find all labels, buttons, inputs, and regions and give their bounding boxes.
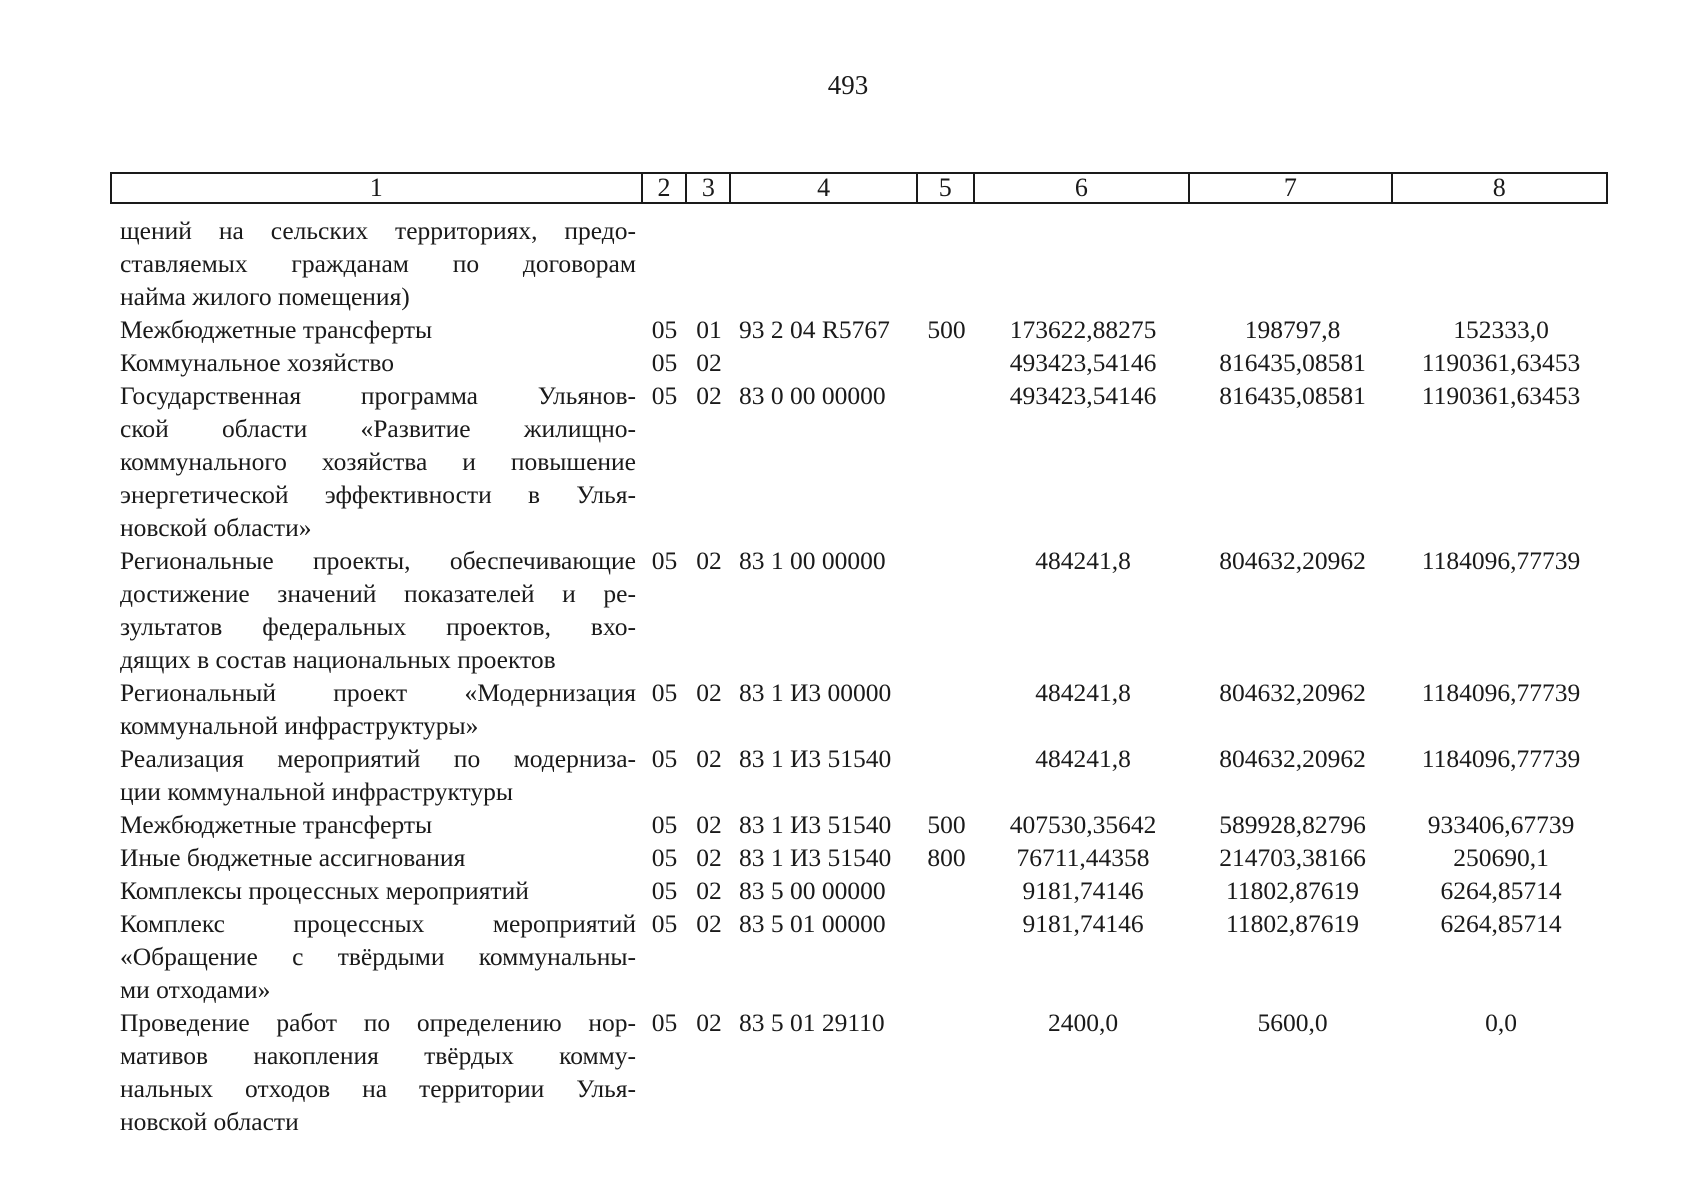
description-line: ции коммунальной инфраструктуры [120, 777, 513, 806]
amount-col-8: 1190361,63453 [1421, 381, 1581, 410]
subsection-code: 02 [696, 876, 722, 905]
table-row [110, 907, 1608, 1006]
budget-table-body [110, 214, 1608, 1138]
description-line: новской области» [120, 513, 312, 542]
subsection-code [687, 214, 731, 313]
amount-col-8: 6264,85714 [1440, 876, 1562, 905]
expense-type-code: 500 [927, 315, 966, 344]
amount-col-7: 11802,87619 [1226, 909, 1359, 938]
amount-col-7: 816435,08581 [1219, 381, 1366, 410]
amount-col-8 [1394, 214, 1608, 313]
table-row [110, 841, 1608, 874]
amount-col-6: 76711,44358 [1016, 843, 1150, 872]
amount-col-7: 198797,8 [1244, 315, 1341, 344]
row-description [110, 907, 642, 1006]
description-line: Коммунальное хозяйство [120, 348, 395, 377]
subsection-code: 02 [696, 546, 722, 575]
subsection-code: 02 [696, 678, 722, 707]
description-line: коммунального хозяйства и повышение [120, 447, 636, 476]
description-line: новской области [120, 1107, 299, 1136]
expense-type-code [918, 676, 975, 742]
expense-type-code [918, 742, 975, 808]
description-line: ской области «Развитие жилищно- [120, 414, 636, 443]
amount-col-6: 484241,8 [1035, 744, 1131, 773]
target-article-code [731, 214, 918, 313]
amount-col-8: 1184096,77739 [1421, 744, 1581, 773]
description-line: найма жилого помещения) [120, 282, 410, 311]
amount-col-8: 1184096,77739 [1421, 546, 1581, 575]
description-line: нальных отходов на территории Улья- [120, 1074, 636, 1103]
header-col-4: 4 [731, 174, 918, 202]
description-line: Межбюджетные трансферты [120, 810, 433, 839]
section-code: 05 [651, 843, 678, 872]
row-description [110, 676, 642, 742]
row-description [110, 742, 642, 808]
section-code: 05 [651, 810, 678, 839]
description-line: коммунальной инфраструктуры» [120, 711, 479, 740]
subsection-code: 02 [696, 348, 722, 377]
section-code: 05 [651, 678, 678, 707]
target-article-code: 83 5 00 00000 [739, 876, 886, 905]
subsection-code: 02 [696, 810, 722, 839]
row-description [110, 313, 642, 346]
header-col-2: 2 [643, 174, 688, 202]
table-row [110, 313, 1608, 346]
subsection-code: 01 [696, 315, 722, 344]
row-description [110, 379, 642, 544]
amount-col-8: 6264,85714 [1440, 909, 1562, 938]
section-code: 05 [651, 546, 678, 575]
description-line: энергетической эффективности в Улья- [120, 480, 636, 509]
amount-col-8: 1184096,77739 [1421, 678, 1581, 707]
table-row [110, 742, 1608, 808]
target-article-code: 83 5 01 00000 [739, 909, 886, 938]
row-description [110, 544, 642, 676]
amount-col-6: 493423,54146 [1009, 381, 1157, 410]
table-row [110, 808, 1608, 841]
expense-type-code [918, 907, 975, 1006]
description-line: достижение значений показателей и ре- [120, 579, 636, 608]
header-col-5: 5 [918, 174, 975, 202]
description-line: Межбюджетные трансферты [120, 315, 433, 344]
amount-col-6: 484241,8 [1035, 546, 1131, 575]
amount-col-6: 484241,8 [1035, 678, 1131, 707]
amount-col-7: 214703,38166 [1219, 843, 1366, 872]
amount-col-7 [1191, 214, 1394, 313]
amount-col-6: 9181,74146 [1022, 876, 1144, 905]
target-article-code [731, 346, 918, 379]
target-article-code: 83 1 И3 00000 [739, 678, 892, 707]
target-article-code: 83 0 00 00000 [739, 381, 886, 410]
description-line: «Обращение с твёрдыми коммунальны- [120, 942, 636, 971]
amount-col-6: 493423,54146 [1009, 348, 1157, 377]
section-code: 05 [651, 1008, 678, 1037]
table-row [110, 214, 1608, 313]
description-line: Проведение работ по определению нор- [120, 1008, 636, 1037]
description-line: Комплексы процессных мероприятий [120, 876, 529, 905]
subsection-code: 02 [696, 744, 722, 773]
expense-type-code [918, 346, 975, 379]
description-line: Реализация мероприятий по модерниза- [120, 744, 636, 773]
description-line: ми отходами» [120, 975, 271, 1004]
table-row [110, 1006, 1608, 1138]
amount-col-6 [975, 214, 1191, 313]
page-number: 493 [827, 70, 869, 100]
description-line: мативов накопления твёрдых комму- [120, 1041, 636, 1070]
target-article-code: 83 1 И3 51540 [739, 744, 892, 773]
expense-type-code [918, 214, 975, 313]
amount-col-8: 0,0 [1485, 1008, 1517, 1037]
subsection-code: 02 [696, 381, 722, 410]
amount-col-8: 250690,1 [1453, 843, 1549, 872]
row-description [110, 346, 642, 379]
expense-type-code [918, 544, 975, 676]
amount-col-7: 804632,20962 [1219, 678, 1366, 707]
table-row [110, 874, 1608, 907]
row-description [110, 1006, 642, 1138]
section-code: 05 [651, 909, 678, 938]
expense-type-code: 500 [927, 810, 966, 839]
amount-col-8: 152333,0 [1453, 315, 1549, 344]
description-line: зультатов федеральных проектов, вхо- [120, 612, 636, 641]
target-article-code: 83 1 И3 51540 [739, 810, 892, 839]
section-code: 05 [651, 348, 678, 377]
description-line: Иные бюджетные ассигнования [120, 843, 466, 872]
expense-type-code [918, 1006, 975, 1138]
subsection-code: 02 [696, 843, 722, 872]
header-col-8: 8 [1492, 173, 1506, 202]
target-article-code: 83 1 И3 51540 [739, 843, 892, 872]
row-description [110, 874, 642, 907]
section-code: 05 [651, 744, 678, 773]
amount-col-6: 2400,0 [1047, 1008, 1119, 1037]
amount-col-7: 804632,20962 [1219, 546, 1366, 575]
row-description [110, 841, 642, 874]
target-article-code: 83 1 00 00000 [739, 546, 886, 575]
header-col-1: 1 [112, 174, 643, 202]
description-line: Государственная программа Ульянов- [120, 381, 636, 410]
description-line: Комплекс процессных мероприятий [120, 909, 636, 938]
section-code: 05 [651, 381, 678, 410]
amount-col-7: 5600,0 [1257, 1008, 1328, 1037]
section-code: 05 [651, 315, 678, 344]
header-col-6: 6 [975, 174, 1190, 202]
amount-col-8: 1190361,63453 [1421, 348, 1581, 377]
amount-col-7: 11802,87619 [1226, 876, 1359, 905]
expense-type-code [918, 379, 975, 544]
amount-col-7: 804632,20962 [1219, 744, 1366, 773]
target-article-code: 93 2 04 R5767 [739, 315, 890, 344]
row-description [110, 214, 642, 313]
amount-col-7: 589928,82796 [1219, 810, 1366, 839]
header-col-3: 3 [687, 174, 731, 202]
amount-col-7: 816435,08581 [1219, 348, 1366, 377]
description-line: Региональный проект «Модернизация [120, 678, 636, 707]
amount-col-8: 933406,67739 [1427, 810, 1575, 839]
table-header [110, 172, 1608, 204]
expense-type-code [918, 874, 975, 907]
header-col-7: 7 [1190, 174, 1392, 202]
description-line: Региональные проекты, обеспечивающие [120, 546, 636, 575]
target-article-code: 83 5 01 29110 [739, 1008, 885, 1037]
table-row [110, 346, 1608, 379]
table-row [110, 676, 1608, 742]
description-line: щений на сельских территориях, предо- [120, 216, 636, 245]
description-line: ставляемых гражданам по договорам [120, 249, 636, 278]
expense-type-code: 800 [927, 843, 966, 872]
subsection-code: 02 [696, 1008, 722, 1037]
amount-col-6: 9181,74146 [1022, 909, 1144, 938]
amount-col-6: 173622,88275 [1009, 315, 1157, 344]
table-row [110, 379, 1608, 544]
table-row [110, 544, 1608, 676]
row-description [110, 808, 642, 841]
section-code: 05 [651, 876, 678, 905]
description-line: дящих в состав национальных проектов [120, 645, 556, 674]
section-code [642, 214, 687, 313]
subsection-code: 02 [696, 909, 722, 938]
amount-col-6: 407530,35642 [1009, 810, 1157, 839]
